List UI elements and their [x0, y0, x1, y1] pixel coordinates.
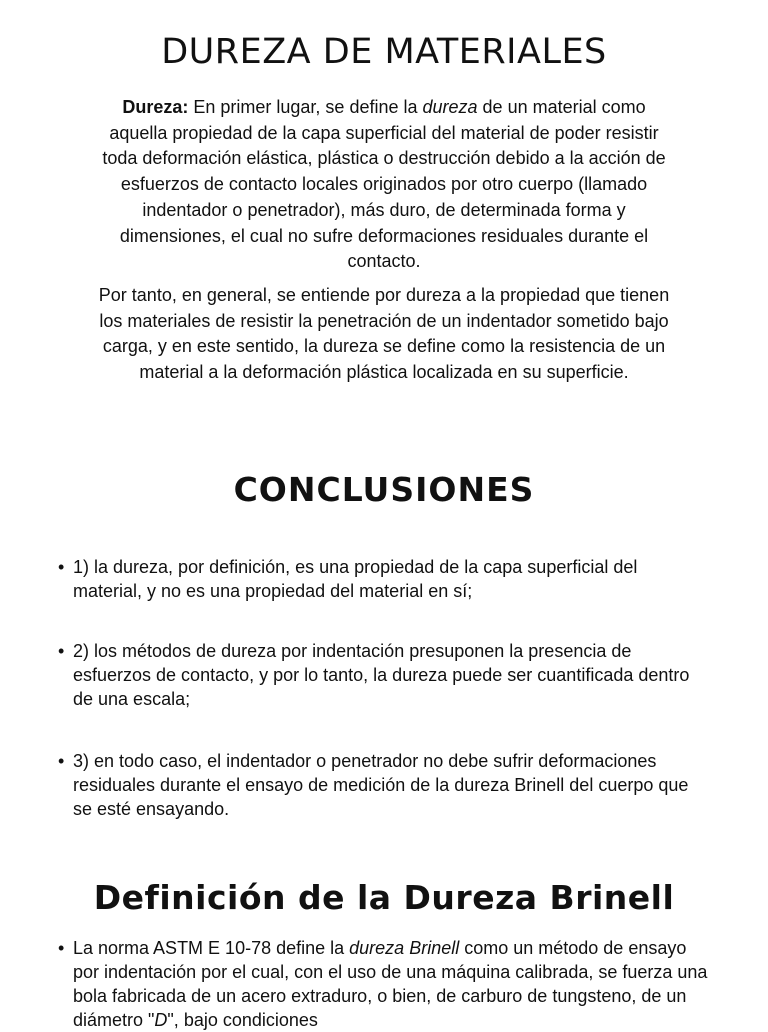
conclusion-text: 2) los métodos de dureza por indentación presuponen la presencia de esfuerzos de contacto, y por lo tanto, la dureza puede ser cuantificada dentro de una escala; [73, 641, 690, 709]
conclusion-text: 3) en todo caso, el indentador o penetrador no debe sufrir deformaciones residuales durante el ensayo de medición de la dureza Brinell del cuerpo que se esté ensayando. [73, 751, 689, 819]
brinell-text-3: ", bajo condiciones [167, 1010, 318, 1030]
conclusion-text: 1) la dureza, por definición, es una propiedad de la capa superficial del material, y no es una propiedad del material en sí; [73, 557, 638, 601]
conclusion-item [58, 555, 708, 603]
conclusions-heading: CONCLUSIONES [233, 470, 535, 509]
brinell-italic-d: D [154, 1010, 168, 1030]
intro-text-1: En primer lugar, se define la [188, 97, 423, 117]
second-paragraph: Por tanto, en general, se entiende por dureza a la propiedad que tienen los materiales de resistir la penetración de un indentador sometido bajo carga, y en este sentido, la dureza se define como la resistencia de un material a la deformación plástica localizada en su superficie. [98, 285, 670, 383]
bullet-dot-icon: • [58, 751, 65, 771]
conclusion-item [58, 639, 708, 711]
intro-paragraph [96, 95, 672, 275]
bullet-dot-icon: • [58, 938, 65, 958]
brinell-text-2: como un método de ensayo por indentación por el cual, con el uso de una máquina calibrada, se fuerza una bola fabricada de un acero extraduro, o bien, de carburo de tungsteno, de un diámetro " [73, 938, 708, 1030]
brinell-italic-term: dureza Brinell [349, 938, 460, 958]
brinell-text-1: La norma ASTM E 10-78 define la [73, 938, 350, 958]
intro-italic-term: dureza [422, 97, 478, 117]
brinell-heading: Definición de la Dureza Brinell [93, 878, 675, 917]
bullet-dot-icon: • [58, 557, 65, 577]
bullet-dot-icon: • [58, 641, 65, 661]
conclusion-item [58, 749, 708, 821]
brinell-definition-item [58, 936, 708, 1032]
intro-lead-bold: Dureza: [122, 97, 189, 117]
brinell-definition-text [73, 936, 708, 1032]
page-title: DUREZA DE MATERIALES [161, 32, 607, 72]
intro-text-2: de un material como aquella propiedad de la capa superficial del material de poder resistir toda deformación elástica, plástica o destrucción debido a la acción de esfuerzos de contacto locales originados por otro cuerpo (llamado indentador o penetrador), más duro, de determinada forma y dimensiones, el cual no sufre deformaciones residuales durante el contacto. [102, 97, 666, 272]
